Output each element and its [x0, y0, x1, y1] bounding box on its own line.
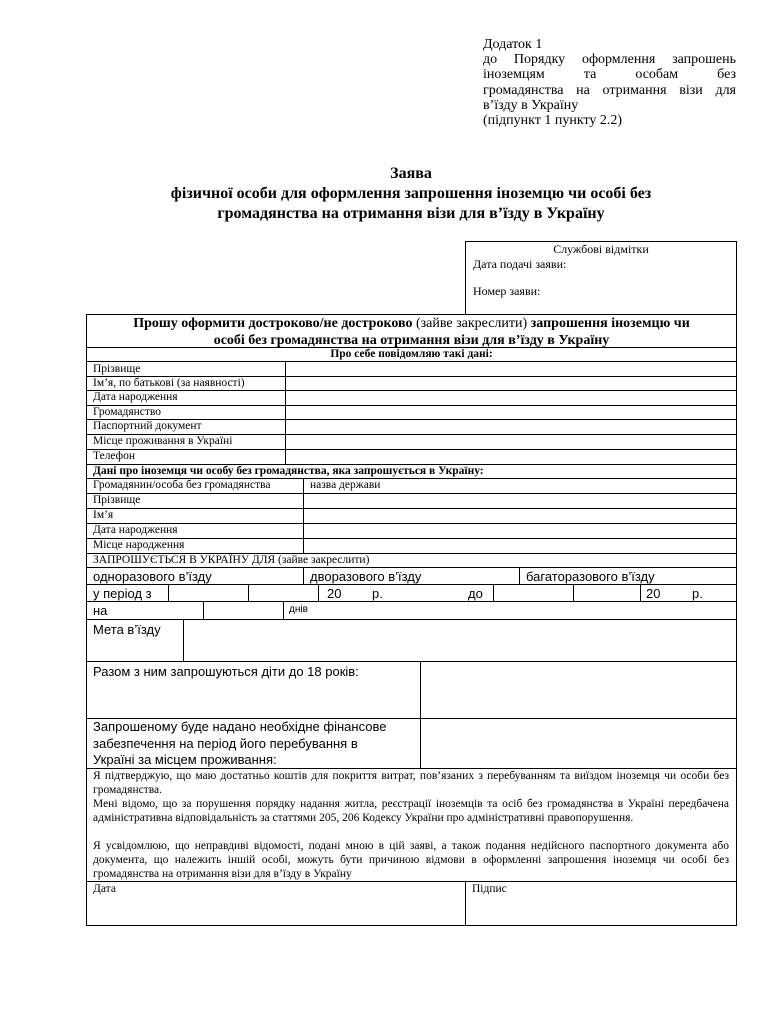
- single-entry-option[interactable]: одноразового в’їзду: [93, 569, 212, 584]
- signature-label: Підпис: [472, 883, 507, 895]
- foreigner-birthplace-label: Місце народження: [93, 539, 185, 551]
- full-name-label: Ім’я, по батькові (за наявності): [93, 377, 245, 389]
- request-bold: запрошення іноземцю чи: [530, 316, 690, 331]
- page-subtitle-line: громадянства на отримання візи для в’їзду в Україну: [217, 205, 605, 222]
- duration-label: на: [93, 603, 108, 618]
- period-from-label: у період з: [93, 586, 152, 601]
- surname-label: Прізвище: [93, 363, 141, 375]
- year-prefix-from: 20: [327, 586, 342, 601]
- foreigner-birth-date-label: Дата народження: [93, 524, 178, 536]
- citizenship-label: Громадянство: [93, 406, 162, 418]
- appendix-line: громадянства на отримання візи для: [483, 82, 736, 98]
- year-prefix-to: 20: [646, 586, 661, 601]
- multiple-entry-option[interactable]: багаторазового в’їзду: [526, 569, 655, 584]
- request-note: (зайве закреслити): [412, 316, 531, 331]
- office-marks-heading: Службові відмітки: [553, 242, 649, 256]
- declaration-funds: Я підтверджую, що маю достатньо коштів для покриття витрат, пов’язаних з перебуванням та виїздом іноземця чи особи без громадянства.: [93, 770, 729, 796]
- appendix-line: (підпункт 1 пункту 2.2): [483, 113, 623, 129]
- request-statement: [86, 314, 737, 349]
- application-number-label: Номер заяви:: [473, 284, 541, 298]
- foreigner-section-heading: Дані про іноземця чи особу без громадянства, яка запрошується в Україну:: [93, 465, 484, 477]
- request-bold: Прошу оформити достроково/не достроково: [133, 316, 413, 331]
- self-section-heading: Про себе повідомляю такі дані:: [330, 348, 493, 360]
- phone-label: Телефон: [93, 450, 136, 462]
- appendix-note: [483, 37, 736, 128]
- year-suffix-from: р.: [372, 586, 383, 601]
- appendix-line: іноземцям та особам без: [483, 67, 736, 83]
- double-entry-option[interactable]: дворазового в’їзду: [310, 569, 422, 584]
- entry-heading-note: (зайве закреслити): [275, 554, 370, 566]
- finance-line: Запрошеному буде надано необхідне фінансове: [93, 719, 387, 734]
- appendix-line: Додаток 1: [483, 37, 543, 52]
- office-marks-box: [465, 241, 737, 315]
- birth-date-label: Дата народження: [93, 391, 178, 403]
- page-title: Заява: [390, 165, 432, 182]
- days-label: днів: [289, 604, 308, 615]
- country-name-label: назва держави: [310, 479, 381, 491]
- submission-date-label: Дата подачі заяви:: [473, 257, 567, 271]
- appendix-line: до Порядку оформлення запрошень: [483, 52, 736, 68]
- page-subtitle-line: фізичної особи для оформлення запрошення іноземцю чи особі без: [170, 185, 652, 202]
- finance-line: Україні за місцем проживання:: [93, 752, 277, 767]
- passport-label: Паспортний документ: [93, 420, 202, 432]
- period-to-label: до: [468, 586, 483, 601]
- declaration-liability: Мені відомо, що за порушення порядку надання житла, реєстрації іноземців та осіб без громадянства в Україні передбачена адміністративна відповідальність за статтями 205, 206 Кодексу України про адміністративні правопорушення.: [93, 798, 729, 824]
- finance-line: забезпечення на період його перебування в: [93, 735, 358, 751]
- finance-label: [93, 719, 386, 769]
- foreigner-surname-label: Прізвище: [93, 494, 141, 506]
- children-label: Разом з ним запрошуються діти до 18 років:: [93, 664, 359, 679]
- purpose-label: Мета в’їзду: [93, 622, 161, 637]
- entry-heading-caps: ЗАПРОШУЄТЬСЯ В УКРАЇНУ ДЛЯ: [93, 554, 276, 566]
- year-suffix-to: р.: [692, 586, 703, 601]
- appendix-line: в’їзду в Україну: [483, 97, 579, 113]
- foreigner-name-label: Ім’я: [93, 509, 114, 521]
- residence-label: Місце проживання в Україні: [93, 435, 233, 447]
- request-line-2: особі без громадянства на отримання візи для в’їзду в Україну: [213, 333, 610, 348]
- citizen-label: Громадянин/особа без громадянства: [93, 479, 271, 491]
- declaration-false-info: Я усвідомлюю, що неправдиві відомості, подані мною в цій заяві, а також подання недійсного паспортного документа або документа, що належить іншій особі, можуть бути причиною відмови в оформленні запрошення іноземця чи особі без громадянства на отримання візи для в’їзду в Україну: [93, 840, 729, 880]
- entry-heading: [93, 554, 369, 567]
- date-label: Дата: [93, 883, 116, 895]
